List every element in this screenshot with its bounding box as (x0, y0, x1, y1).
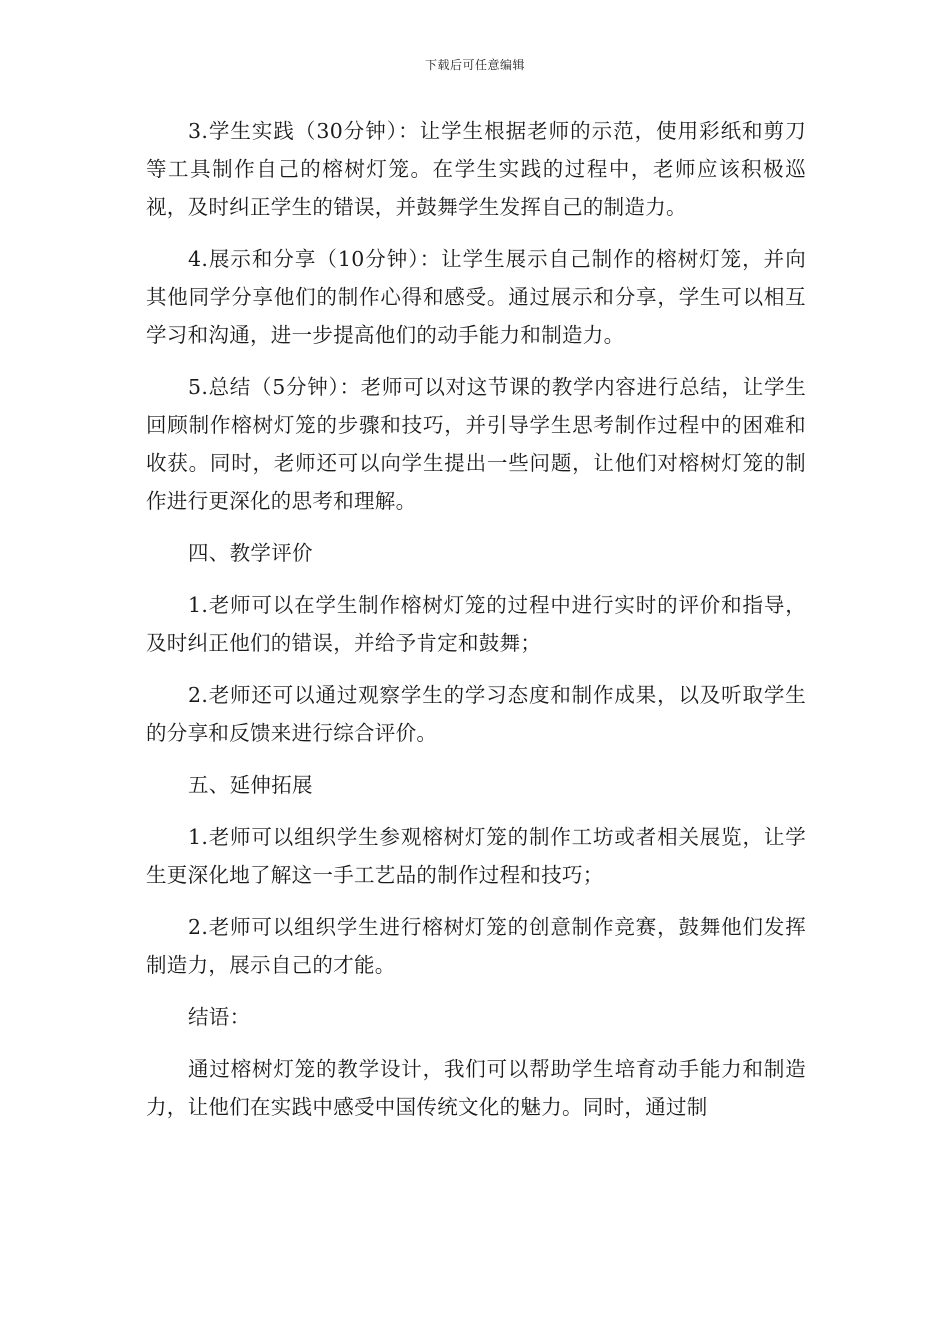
section-heading-evaluation: 四、教学评价 (188, 541, 313, 565)
paragraph-extension-2: 2.老师可以组织学生进行榕树灯笼的创意制作竞赛，鼓舞他们发挥制造力，展示自己的才能。 (146, 915, 806, 977)
section-heading-extension: 五、延伸拓展 (188, 773, 313, 797)
paragraph-extension-1: 1.老师可以组织学生参观榕树灯笼的制作工坊或者相关展览，让学生更深化地了解这一手工艺品的制作过程和技巧； (146, 825, 806, 887)
paragraph-student-practice: 3.学生实践（30分钟）：让学生根据老师的示范，使用彩纸和剪刀等工具制作自己的榕树灯笼。在学生实践的过程中，老师应该积极巡视，及时纠正学生的错误，并鼓舞学生发挥自己的制造力。 (146, 119, 806, 219)
paragraph-summary: 5.总结（5分钟）：老师可以对这节课的教学内容进行总结，让学生回顾制作榕树灯笼的步骤和技巧，并引导学生思考制作过程中的困难和收获。同时，老师还可以向学生提出一些问题，让他们对榕树灯笼的制作进行更深化的思考和理解。 (146, 375, 806, 513)
page-header: 下载后可任意编辑 (424, 58, 525, 72)
section-heading-conclusion: 结语： (188, 1005, 251, 1029)
paragraph-conclusion: 通过榕树灯笼的教学设计，我们可以帮助学生培育动手能力和制造力，让他们在实践中感受中国传统文化的魅力。同时，通过制 (146, 1057, 806, 1119)
paragraph-show-and-share: 4.展示和分享（10分钟）：让学生展示自己制作的榕树灯笼，并向其他同学分享他们的制作心得和感受。通过展示和分享，学生可以相互学习和沟通，进一步提高他们的动手能力和制造力。 (146, 247, 806, 347)
paragraph-evaluation-2: 2.老师还可以通过观察学生的学习态度和制作成果，以及听取学生的分享和反馈来进行综合评价。 (146, 683, 806, 745)
document-body (146, 112, 806, 1140)
paragraph-evaluation-1: 1.老师可以在学生制作榕树灯笼的过程中进行实时的评价和指导，及时纠正他们的错误，并给予肯定和鼓舞； (146, 593, 806, 655)
